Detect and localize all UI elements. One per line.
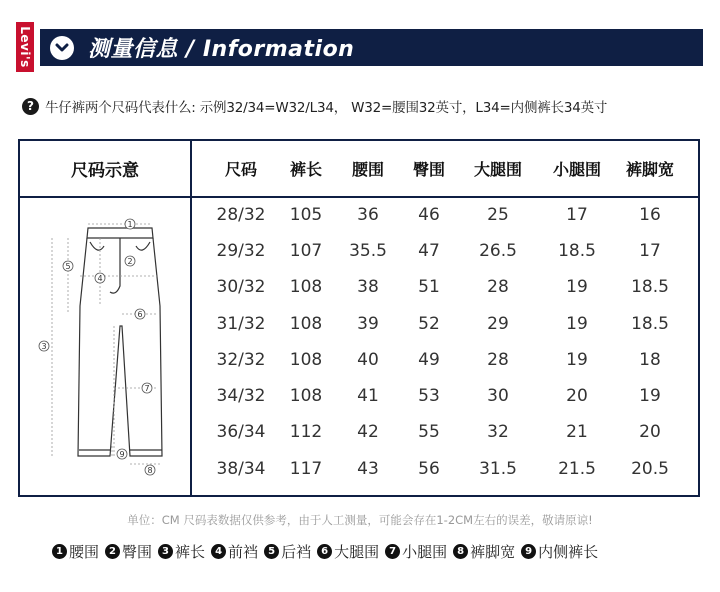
svg-text:5: 5 [65, 262, 71, 271]
legend-label: 裤脚宽 [470, 543, 516, 561]
measurement-cell: 108 [289, 350, 323, 370]
size-cell: 38/34 [216, 459, 266, 479]
svg-text:8: 8 [147, 466, 153, 475]
table-column-divider [190, 141, 192, 495]
measurement-cell: 29 [487, 314, 509, 334]
size-cell: 29/32 [216, 241, 266, 261]
measurement-cell: 112 [289, 422, 323, 442]
measurement-cell: 18.5 [631, 314, 669, 334]
legend-number-badge: 9 [521, 544, 536, 559]
size-cell: 32/32 [216, 350, 266, 370]
chevron-down-icon [50, 36, 74, 60]
svg-text:7: 7 [144, 384, 150, 393]
measurement-cell: 43 [357, 459, 379, 479]
measurement-cell: 30 [487, 386, 509, 406]
table-header-divider [20, 196, 698, 198]
measurement-cell: 20 [639, 422, 661, 442]
measurement-note: 单位：CM 尺码表数据仅供参考，由于人工测量，可能会存在1-2CM左右的误差，敬请原谅! [127, 513, 593, 527]
measurement-cell: 18 [639, 350, 661, 370]
question-icon: ? [22, 98, 39, 115]
measurement-cell: 20.5 [631, 459, 669, 479]
legend-item [105, 541, 152, 562]
legend-number-badge: 3 [158, 544, 173, 559]
svg-text:6: 6 [137, 310, 143, 319]
size-explanation [22, 96, 712, 116]
measurement-cell: 41 [357, 386, 379, 406]
measurement-cell: 108 [289, 314, 323, 334]
measurement-cell: 108 [289, 386, 323, 406]
svg-text:1: 1 [127, 220, 133, 229]
measurement-cell: 117 [289, 459, 323, 479]
measurement-cell: 107 [289, 241, 323, 261]
legend-label: 后裆 [281, 543, 312, 561]
measurement-cell: 53 [418, 386, 440, 406]
legend-number-badge: 4 [211, 544, 226, 559]
legend-number-badge: 5 [264, 544, 279, 559]
svg-text:4: 4 [97, 274, 103, 283]
measurement-cell: 46 [418, 205, 440, 225]
section-header [40, 29, 703, 66]
measurement-cell: 47 [418, 241, 440, 261]
measurement-cell: 26.5 [479, 241, 517, 261]
measurement-cell: 105 [289, 205, 323, 225]
legend-item [52, 541, 99, 562]
legend-item [158, 541, 205, 562]
legend-number-badge: 1 [52, 544, 67, 559]
measurement-cell: 19 [566, 350, 588, 370]
size-cell: 31/32 [216, 314, 266, 334]
legend-item [453, 541, 515, 562]
jeans-diagram [30, 216, 180, 476]
brand-logo-text: Levi's [18, 26, 33, 68]
legend-number-badge: 8 [453, 544, 468, 559]
column-header: 裤脚宽 [625, 160, 675, 179]
measurement-cell: 56 [418, 459, 440, 479]
measurement-cell: 19 [639, 386, 661, 406]
measurement-cell: 17 [566, 205, 588, 225]
size-explanation-text: 牛仔裤两个尺码代表什么: 示例32/34=W32/L34， W32=腰围32英寸，L34=内侧裤长34英寸 [45, 100, 608, 116]
legend-label: 小腿围 [402, 543, 448, 561]
measurement-cell: 28 [487, 350, 509, 370]
measurement-cell: 21 [566, 422, 588, 442]
measurement-cell: 18.5 [631, 277, 669, 297]
legend-label: 前裆 [228, 543, 259, 561]
size-cell: 28/32 [216, 205, 266, 225]
svg-text:2: 2 [127, 257, 133, 266]
measurement-cell: 25 [487, 205, 509, 225]
size-table [18, 139, 700, 497]
measurement-cell: 17 [639, 241, 661, 261]
measurement-cell: 19 [566, 314, 588, 334]
size-cell: 30/32 [216, 277, 266, 297]
measurement-cell: 108 [289, 277, 323, 297]
legend-number-badge: 7 [385, 544, 400, 559]
legend-item [385, 541, 447, 562]
measurement-legend [52, 541, 604, 562]
measurement-cell: 16 [639, 205, 661, 225]
column-header: 裤长 [289, 160, 323, 179]
size-cell: 34/32 [216, 386, 266, 406]
legend-label: 臀围 [122, 543, 153, 561]
diagram-title: 尺码示意 [71, 161, 139, 181]
column-header: 大腿围 [473, 160, 523, 179]
measurement-cell: 28 [487, 277, 509, 297]
svg-text:9: 9 [119, 450, 125, 459]
legend-label: 内侧裤长 [538, 543, 599, 561]
legend-item [317, 541, 379, 562]
measurement-cell: 32 [487, 422, 509, 442]
measurement-cell: 36 [357, 205, 379, 225]
measurement-cell: 20 [566, 386, 588, 406]
section-title: 测量信息 / Information [88, 37, 355, 62]
legend-label: 大腿围 [334, 543, 380, 561]
column-header: 腰围 [351, 160, 385, 179]
measurement-cell: 39 [357, 314, 379, 334]
measurement-cell: 51 [418, 277, 440, 297]
measurement-cell: 21.5 [558, 459, 596, 479]
column-header: 尺码 [224, 160, 258, 179]
legend-label: 裤长 [175, 543, 206, 561]
measurement-cell: 40 [357, 350, 379, 370]
legend-item [264, 541, 311, 562]
column-header: 臀围 [412, 160, 446, 179]
legend-number-badge: 2 [105, 544, 120, 559]
measurement-cell: 35.5 [349, 241, 387, 261]
legend-label: 腰围 [69, 543, 100, 561]
measurement-cell: 38 [357, 277, 379, 297]
legend-item [521, 541, 598, 562]
measurement-cell: 31.5 [479, 459, 517, 479]
measurement-cell: 42 [357, 422, 379, 442]
measurement-cell: 19 [566, 277, 588, 297]
measurement-cell: 18.5 [558, 241, 596, 261]
legend-item [211, 541, 258, 562]
column-header: 小腿围 [552, 160, 602, 179]
brand-logo [16, 22, 34, 72]
measurement-cell: 55 [418, 422, 440, 442]
svg-text:3: 3 [41, 342, 47, 351]
measurement-cell: 52 [418, 314, 440, 334]
size-cell: 36/34 [216, 422, 266, 442]
measurement-cell: 49 [418, 350, 440, 370]
legend-number-badge: 6 [317, 544, 332, 559]
